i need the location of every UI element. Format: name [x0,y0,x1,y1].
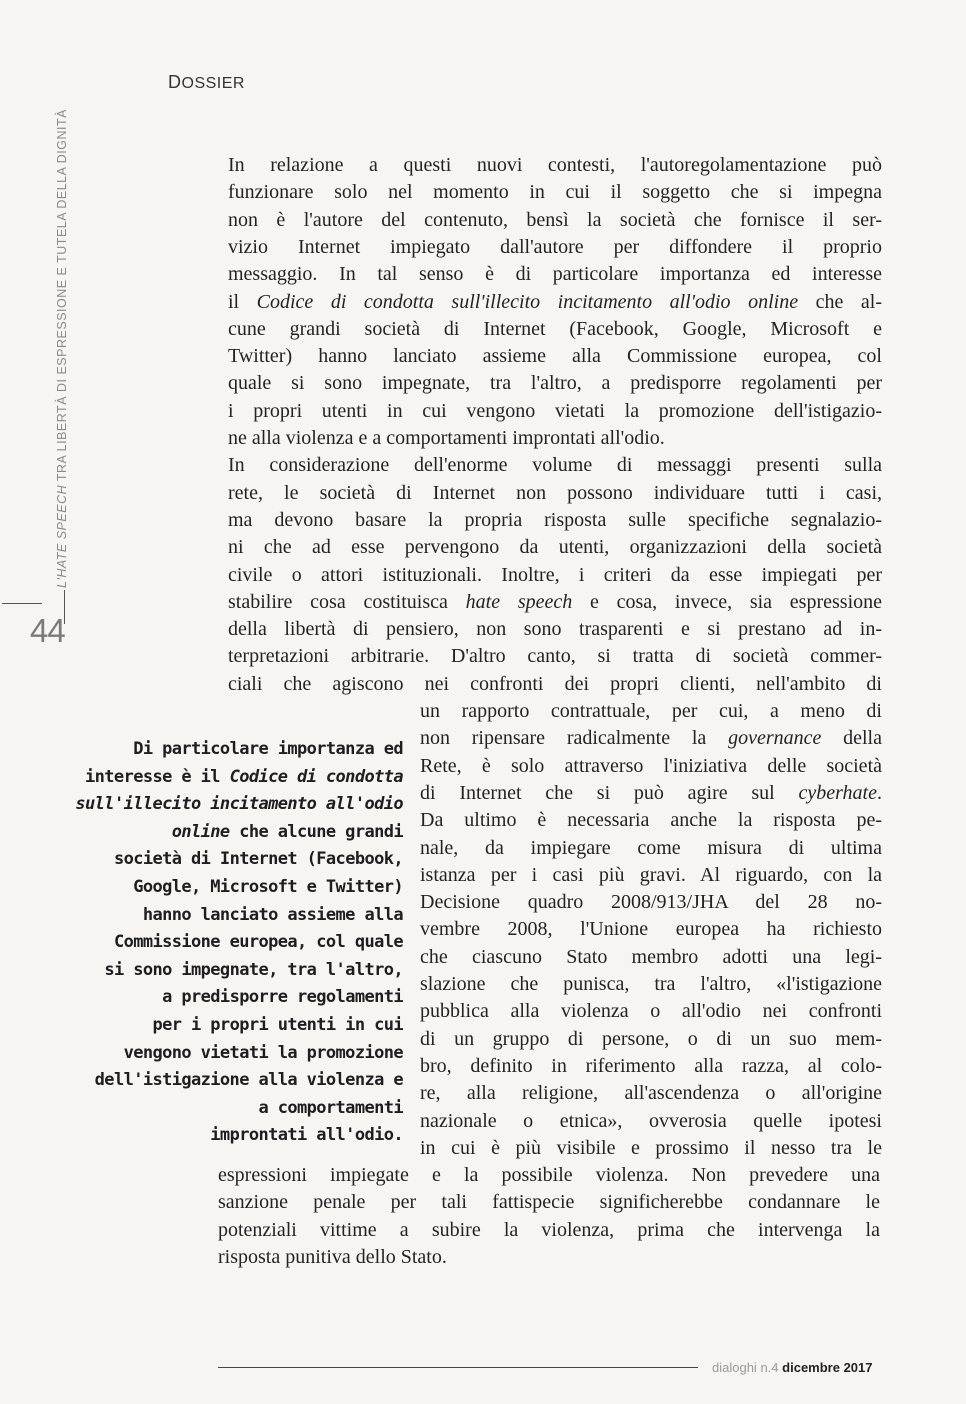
article-text: di un gruppo di persone, o di un suo mem- [420,1027,882,1050]
article-text: potenziali vittime a subire la violenza, prima che intervenga la [218,1218,880,1241]
article-line [228,289,882,316]
pull-quote-text: si sono impegnate, tra l'altro, [104,959,403,980]
article-italic: cyberhate [798,781,877,804]
pull-quote-line [40,763,403,791]
footer-rule [218,1367,698,1368]
article-line [228,507,882,534]
article-line [228,316,882,343]
pull-quote-line [40,845,403,873]
article-line [228,343,882,370]
article-text: che ciascuno Stato membro adotti una legi- [420,945,882,968]
article-line [420,1135,882,1162]
pull-quote-line [40,1094,403,1122]
article-line [228,234,882,261]
article-text: funzionare solo nel momento in cui il soggetto che si impegna [228,181,882,204]
article-text: messaggio. In tal senso è di particolare importanza ed interesse [228,263,882,286]
article-line [420,698,882,725]
article-text: vizio Internet impiegato dall'autore per diffondere il proprio [228,235,882,258]
article-text: della libertà di pensiero, non sono trasparenti e si prestano ad in- [228,618,882,641]
article-text: il [228,290,257,313]
article-text: in cui è più visibile e prossimo il nesso tra le [420,1136,882,1159]
article-text: di Internet che si può agire sul [420,781,799,804]
section-label-rest: OSSIER [181,75,245,92]
page-number: 44 [30,612,65,649]
article-italic: governance [728,727,822,750]
article-line [420,1053,882,1080]
article-line [420,1026,882,1053]
pull-quote-line [40,983,403,1011]
article-line [228,179,882,206]
section-label [168,72,245,93]
pull-quote-italic: Codice di condotta [229,766,403,787]
article-text: rete, le società di Internet non possono individuare tutti i casi, [228,481,882,504]
pull-quote-text: a comportamenti [258,1097,403,1118]
article-line [218,1244,880,1271]
article-text: re, alla religione, all'ascendenza o all'origine [420,1082,882,1105]
article-line [228,643,882,670]
article-line [228,534,882,561]
article-line [228,425,882,452]
pull-quote-text: per i propri utenti in cui [152,1015,403,1035]
article-text: In relazione a questi nuovi contesti, l'autoregolamentazione può [228,154,882,176]
pull-quote-text: Google, Microsoft e Twitter) [133,877,403,897]
article-line [228,589,882,616]
pull-quote-text: improntati all'odio. [210,1125,403,1146]
article-line [420,835,882,862]
article-text: che al- [798,290,882,313]
article-text: nale, da impiegare come misura di ultima [420,836,882,859]
pull-quote-text: che alcune grandi [229,821,403,842]
article-text: . [877,781,882,804]
issue-number: n.4 [760,1360,779,1375]
article-line [420,1080,882,1107]
issue-date: dicembre 2017 [782,1360,873,1375]
article-line [420,889,882,916]
article-text: civile o attori istituzionali. Inoltre, i criteri da esse impiegati per [228,563,882,586]
article-text: sanzione penale per tali fattispecie significherebbe condannare le [218,1191,880,1214]
vertical-running-title [55,48,69,588]
running-title-rest: TRA LIBERTÀ DI ESPRESSIONE E TUTELA DELLA DIGNITÀ [55,109,69,485]
article-line [420,725,882,752]
article-text: Da ultimo è necessaria anche la risposta pe- [420,809,882,832]
article-text: ma devono basare la propria risposta sulle specifiche segnalazio- [228,508,882,531]
pull-quote-line [40,1066,403,1094]
pull-quote-text: società di Internet (Facebook, [113,849,403,870]
article-text: Decisione quadro 2008/913/JHA del 28 no- [420,891,882,914]
pull-quote-line [40,928,403,956]
article-italic: Codice di condotta sull'illecito incitamento all'odio online [256,290,799,313]
article-text: terpretazioni arbitrarie. D'altro canto, si tratta di società commer- [228,645,882,668]
article-text: In considerazione dell'enorme volume di messaggi presenti sulla [228,454,882,477]
article-line [420,753,882,780]
article-text: ni che ad esse pervengono da utenti, organizzazioni della società [228,536,882,559]
pull-quote-line [40,790,403,818]
pull-quote-line [40,873,403,901]
article-text: ciali che agiscono nei confronti dei propri clienti, nell'ambito di [228,672,882,695]
article-text: cune grandi società di Internet (Facebook, Google, Microsoft e [228,317,882,340]
article-line [218,1162,880,1189]
pull-quote-italic: sull'illecito incitamento all'odio [75,794,403,815]
article-text: slazione che punisca, tra l'altro, «l'istigazione [420,973,882,995]
pull-quote-line [40,735,403,763]
article-line [420,1108,882,1135]
article-text: nazionale o etnica», ovverosia quelle ipotesi [420,1109,882,1132]
article-text: non ripensare radicalmente la [420,727,729,750]
article-line [420,944,882,971]
pull-quote-text: vengono vietati la promozione [123,1042,403,1063]
pull-quote-line [40,1011,403,1039]
article-text: vembre 2008, l'Unione europea ha richiesto [420,918,882,941]
article-text: i propri utenti in cui vengono vietati la promozione dell'istigazio- [228,399,882,422]
pull-quote-italic: online [171,821,230,842]
article-line [420,971,882,998]
article-text: bro, definito in riferimento alla razza, al colo- [420,1054,882,1077]
article-text: espressioni impiegate e la possibile violenza. Non prevedere una [218,1164,880,1187]
pull-quote-text: hanno lanciato assieme alla [142,904,403,925]
article-line [228,398,882,425]
article-text: non è l'autore del contenuto, bensì la società che fornisce il ser- [228,208,882,231]
article-text: risposta punitiva dello Stato. [218,1246,447,1268]
article-text: e cosa, invece, sia espressione [572,590,883,613]
magazine-name: dialoghi [712,1360,757,1375]
article-line [218,1217,880,1244]
article-line [228,370,882,397]
article-line [218,1189,880,1216]
article-text: ne alla violenza e a comportamenti improntati all'odio. [228,427,665,449]
article-text: stabilire cosa costituisca [228,590,466,613]
article-line [228,152,882,179]
article-line [420,807,882,834]
article-text: della [821,727,882,750]
article-text: Rete, è solo attraverso l'iniziativa delle società [420,754,882,777]
article-text: istanza per i casi più gravi. Al riguardo, con la [420,863,882,886]
pull-quote-text: interesse è il [85,766,230,787]
page-number-rule [2,603,42,604]
article-line [420,916,882,943]
article-text: Twitter) hanno lanciato assieme alla Commissione europea, col [228,345,882,368]
article-text: quale si sono impegnate, tra l'altro, a predisporre regolamenti per [228,372,882,395]
article-line [420,998,882,1025]
pull-quote-line [40,818,403,846]
footer [712,1360,873,1375]
pull-quote-line [40,1121,403,1149]
article-line [228,207,882,234]
article-line [420,862,882,889]
pull-quote-line [40,956,403,984]
article-line [228,261,882,288]
section-label-initial: D [168,72,182,92]
article-line [228,616,882,643]
article-text: un rapporto contrattuale, per cui, a meno di [420,700,882,722]
pull-quote-text: dell'istigazione alla violenza e [94,1070,403,1091]
article-italic: hate speech [465,590,573,613]
pull-quote-text: Di particolare importanza ed [133,739,403,759]
article-line [228,562,882,589]
article-text: pubblica alla violenza o all'odio nei confronti [420,1000,882,1023]
article-line [228,671,882,698]
article-line [420,780,882,807]
pull-quote-text: a predisporre regolamenti [162,987,403,1008]
pull-quote-line [40,901,403,929]
article-line [228,452,882,479]
article-line [228,480,882,507]
running-title-italic: L'HATE SPEECH [55,484,69,588]
pull-quote-text: Commissione europea, col quale [113,932,403,953]
pull-quote-line [40,1039,403,1067]
